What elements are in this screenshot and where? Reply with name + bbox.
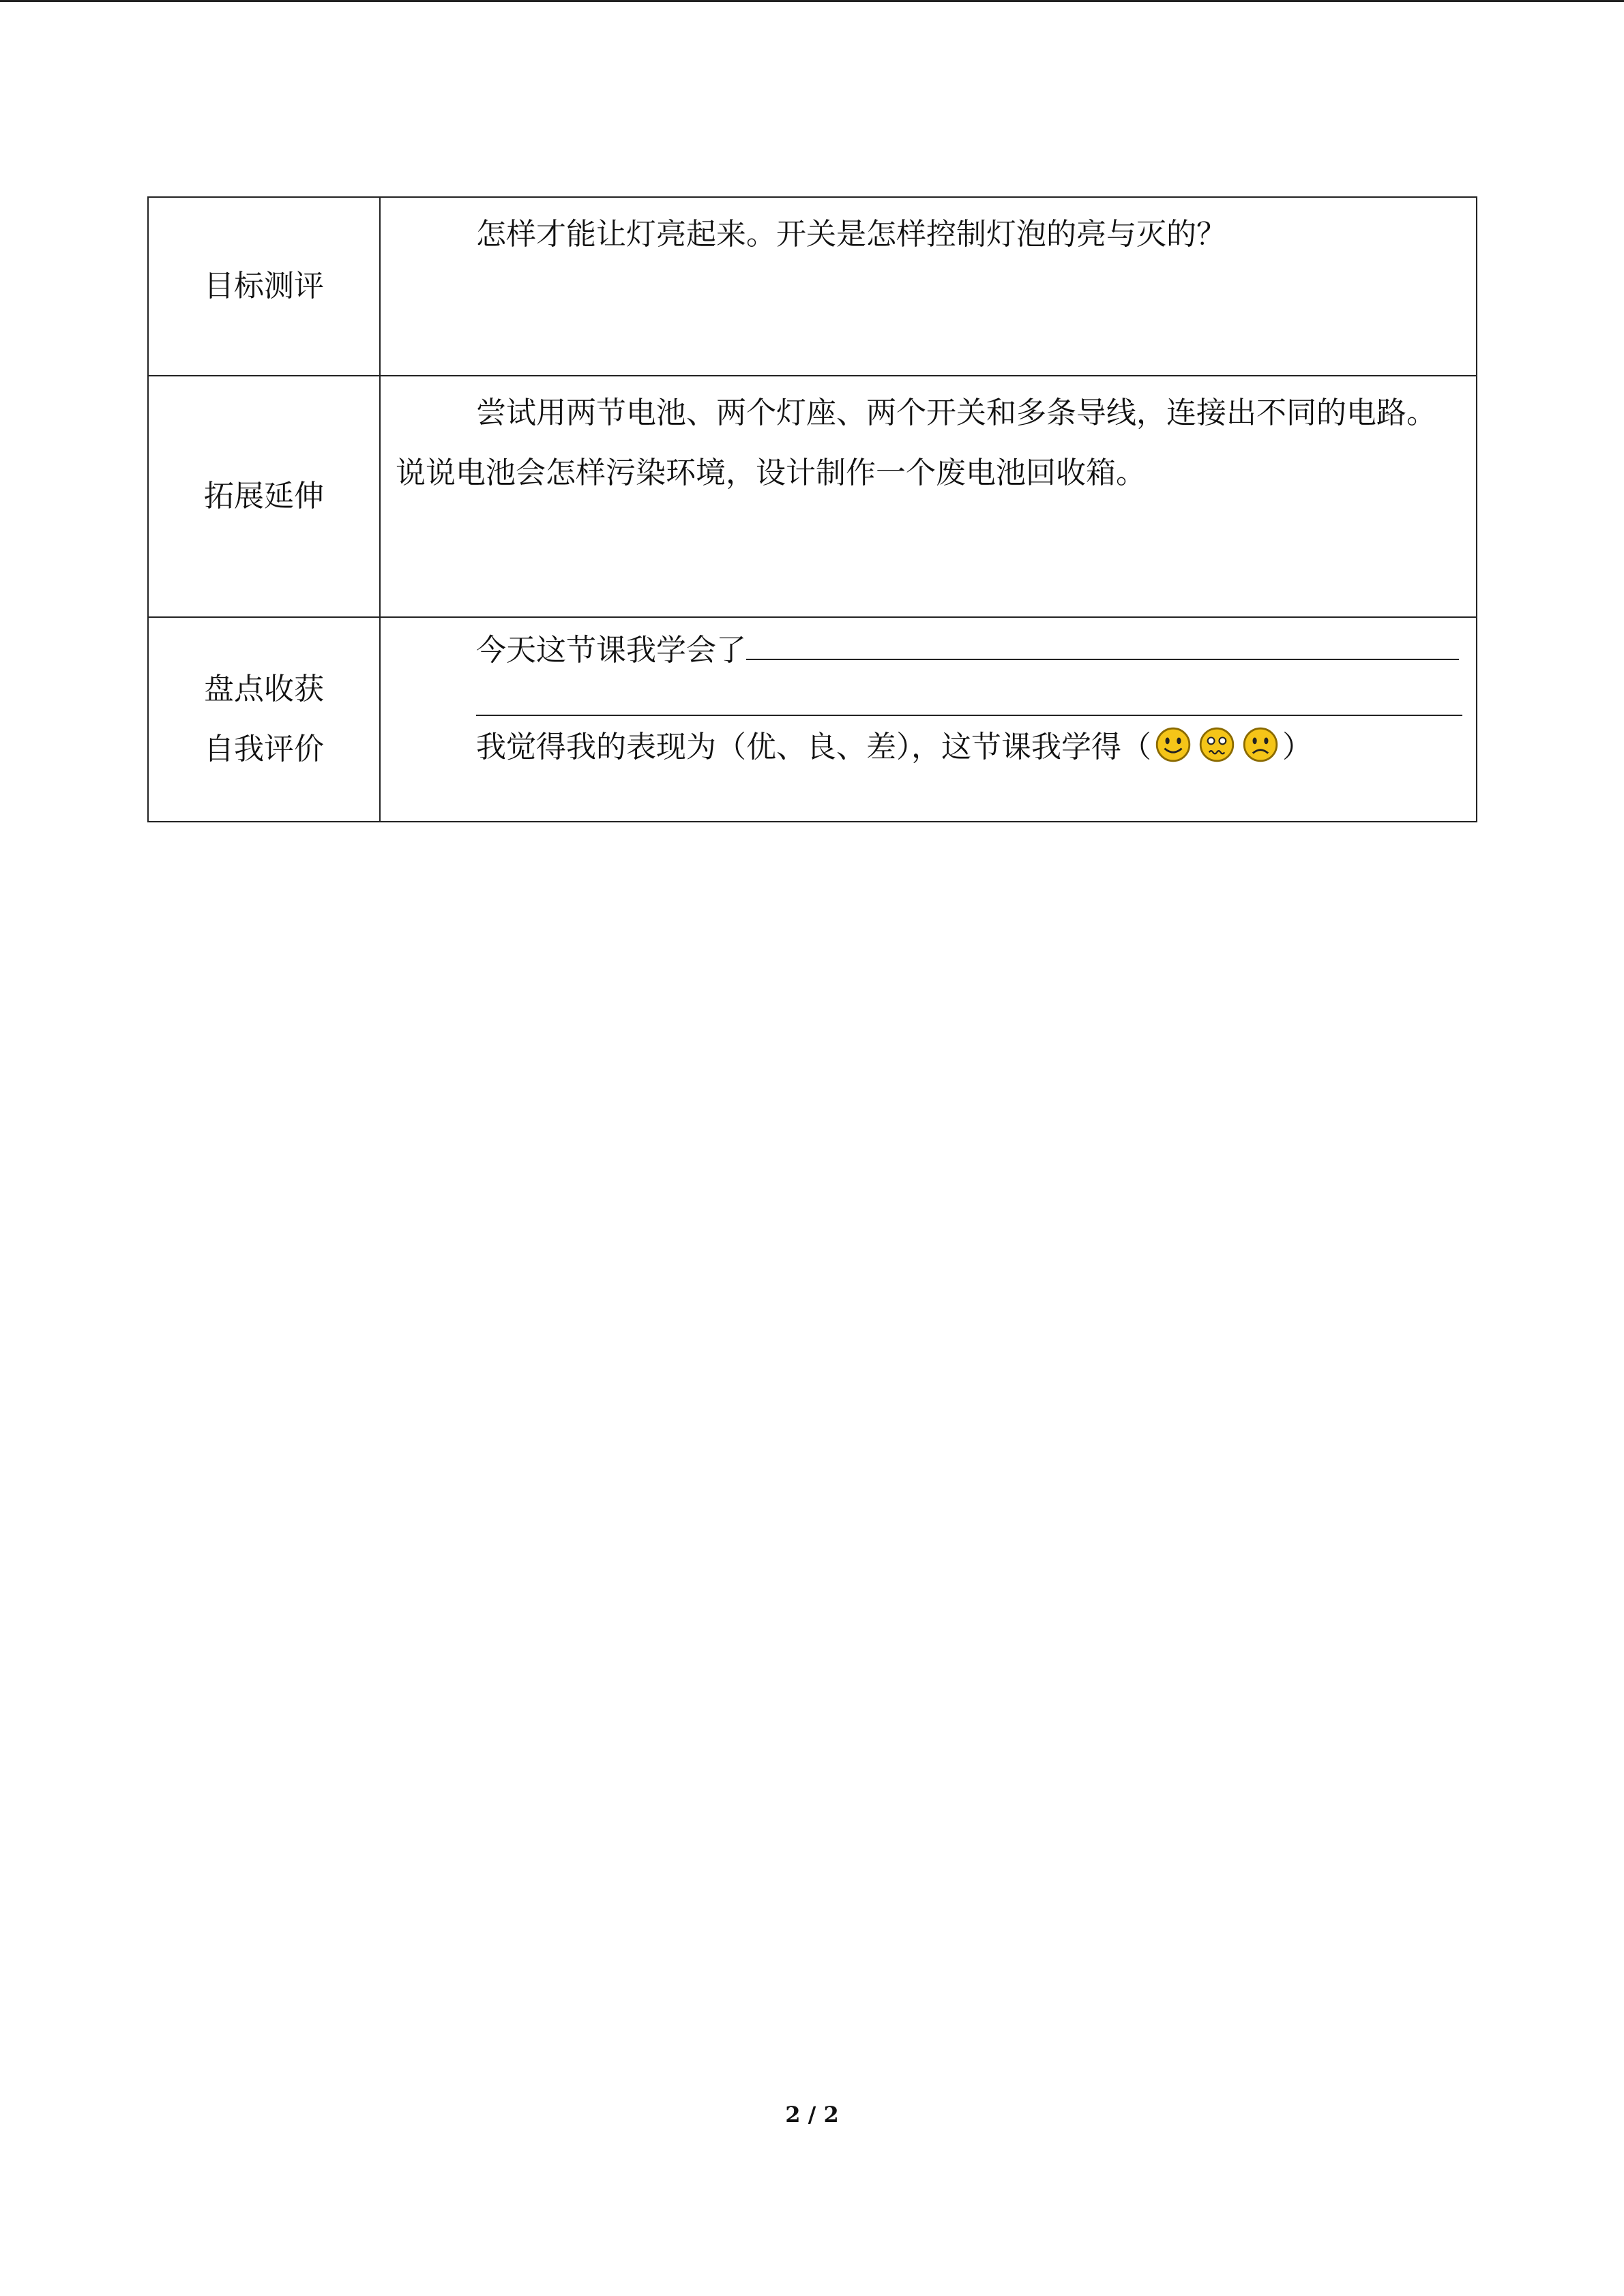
- content-summary: [380, 617, 1477, 822]
- smile-face-icon[interactable]: [1154, 726, 1192, 764]
- summary-line1: [396, 618, 1462, 681]
- extension-text: 尝试用两节电池、两个灯座、两个开关和多条导线，连接出不同的电路。说说电池会怎样污染环境，设计制作一个废电池回收箱。: [396, 396, 1436, 490]
- self-rating-close: ）: [1282, 730, 1312, 764]
- label-summary-line2: 自我评价: [204, 732, 324, 766]
- label-summary: [148, 617, 380, 822]
- self-rating-line: [396, 726, 1462, 779]
- page-number: 2 / 2: [785, 2102, 839, 2128]
- learned-answer-blank[interactable]: [746, 631, 1459, 660]
- learned-prompt: 今天这节课我学会了: [476, 633, 746, 668]
- label-goal: 目标测评: [148, 197, 380, 376]
- table-row-goal: [148, 197, 1477, 376]
- label-summary-line1: 盘点收获: [204, 672, 324, 706]
- worried-face-icon[interactable]: [1198, 726, 1236, 764]
- learned-answer-blank-2[interactable]: [476, 681, 1462, 716]
- table-row-extension: [148, 376, 1477, 617]
- table-row-summary: [148, 617, 1477, 822]
- sad-face-icon[interactable]: [1241, 726, 1280, 764]
- evaluation-table: [147, 196, 1477, 822]
- content-goal: [380, 197, 1477, 376]
- content-extension: [380, 376, 1477, 617]
- label-extension: 拓展延伸: [148, 376, 380, 617]
- self-rating-text: 我觉得我的表现为（优、良、差），这节课我学得（: [476, 730, 1151, 764]
- goal-text: 怎样才能让灯亮起来。开关是怎样控制灯泡的亮与灭的？: [476, 217, 1226, 252]
- top-border: [0, 0, 1624, 2]
